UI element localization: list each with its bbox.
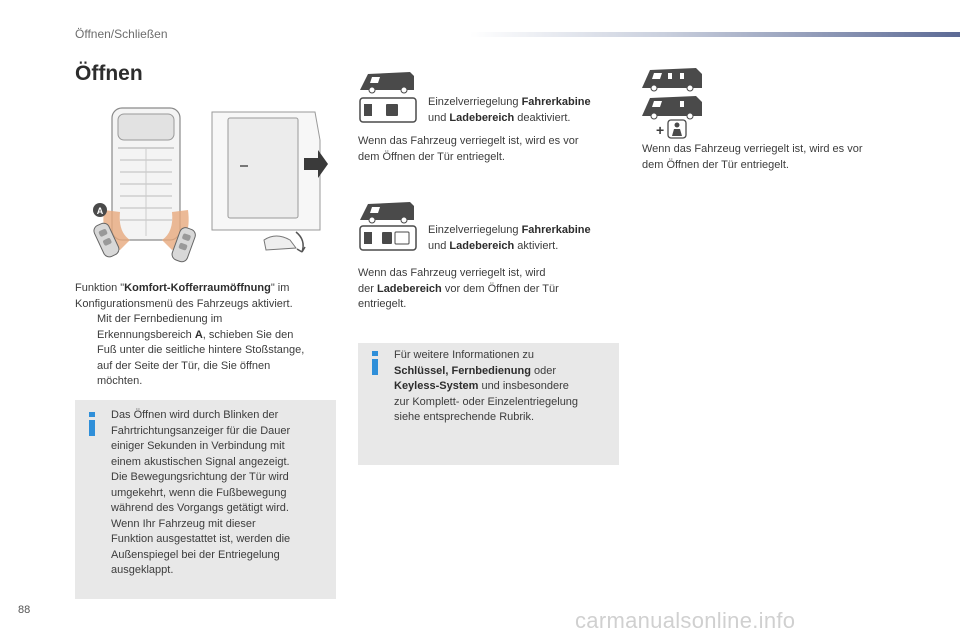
plus-sign: + xyxy=(656,122,665,138)
case1-label xyxy=(428,95,623,126)
info-line: einiger Sekunden in Verbindung mit xyxy=(111,440,285,452)
case2-desc-line-2 xyxy=(358,282,623,298)
info-line: Fahrtrichtungsanzeiger für die Dauer xyxy=(111,424,291,437)
info-line-3 xyxy=(394,379,614,395)
case2-desc-l2-bold: Ladebereich xyxy=(376,282,442,295)
case2-desc-l2-suffix: vor dem Öffnen der Tür xyxy=(441,282,559,295)
page-number: 88 xyxy=(18,604,31,616)
info-l2-suffix: oder xyxy=(530,364,556,377)
info-line: umgekehrt, wenn die Fußbewegung xyxy=(111,486,287,499)
instruction-bullet xyxy=(75,312,362,390)
info-line: einem akustischen Signal angezeigt. xyxy=(111,455,290,468)
page-title: Öffnen xyxy=(75,62,143,85)
info-line: Die Bewegungsrichtung der Tür wird xyxy=(111,471,289,483)
van-silhouette-icon-2 xyxy=(642,96,702,116)
bullet-line-5: möchten. xyxy=(97,375,143,387)
info-line: während des Vorgangs getätigt wird. xyxy=(111,502,289,514)
bullet-line-2-suffix: , schieben Sie den xyxy=(202,328,294,341)
zone-label-a: A xyxy=(96,206,104,216)
info-line-2 xyxy=(394,364,614,380)
info-box-middle-text xyxy=(394,348,614,426)
case2-l1-prefix: Einzelverriegelung xyxy=(428,224,522,236)
bullet-line-3: Fuß unter die seitliche hintere Stoßstange, xyxy=(97,344,305,356)
info-line-5: siehe entsprechende Rubrik. xyxy=(394,411,535,423)
info-line-4: zur Komplett- oder Einzelentriegelung xyxy=(394,395,579,408)
watermark: carmanualsonline.info xyxy=(575,608,796,633)
info-line: Wenn Ihr Fahrzeug mit dieser xyxy=(111,517,256,530)
case2-label xyxy=(428,223,623,254)
info-line: ausgeklappt. xyxy=(111,564,174,576)
case1-l1-bold: Fahrerkabine xyxy=(521,96,591,108)
case2-l2-suffix: aktiviert. xyxy=(514,239,559,252)
info-line: Das Öffnen wird durch Blinken der xyxy=(111,409,279,421)
section-header: Öffnen/Schließen xyxy=(75,27,168,41)
right-icons xyxy=(640,64,706,140)
case1-icons xyxy=(358,66,418,124)
intro-suffix: " im Konfigurationsmenü des Fahrzeugs aktiviert. xyxy=(75,282,293,310)
bullet-line-1: Mit der Fernbedienung im xyxy=(97,313,223,325)
right-desc-line-2: dem Öffnen der Tür entriegelt. xyxy=(642,158,789,171)
right-desc-line-1: Wenn das Fahrzeug verriegelt ist, wird es vor xyxy=(642,143,863,155)
case2-desc-line-1: Wenn das Fahrzeug verriegelt ist, wird xyxy=(358,267,546,279)
case1-l2-prefix: und xyxy=(428,111,450,124)
info-line-1: Für weitere Informationen zu xyxy=(394,349,535,361)
info-line: Außenspiegel bei der Entriegelung xyxy=(111,548,280,561)
header-bar xyxy=(470,32,960,37)
case1-desc-line-2: dem Öffnen der Tür entriegelt. xyxy=(358,150,505,163)
case1-description xyxy=(358,134,623,165)
lock-icon xyxy=(382,232,392,244)
info-l3-bold: Keyless-System xyxy=(394,380,479,392)
intro-prefix: Funktion " xyxy=(75,282,125,294)
intro-paragraph xyxy=(75,281,340,312)
right-description xyxy=(642,142,912,173)
case2-icons xyxy=(358,196,418,254)
case2-description xyxy=(358,266,623,313)
info-l3-suffix: und insbesondere xyxy=(478,380,569,392)
case1-l1-prefix: Einzelverriegelung xyxy=(428,96,522,108)
info-l2-bold: Schlüssel, Fernbedienung xyxy=(394,364,531,377)
case2-desc-l2-prefix: der xyxy=(358,282,377,295)
case2-l1-bold: Fahrerkabine xyxy=(521,224,591,236)
case1-desc-line-1: Wenn das Fahrzeug verriegelt ist, wird es vor xyxy=(358,135,579,147)
info-line: Funktion ausgestattet ist, werden die xyxy=(111,533,291,545)
case1-label-line-2 xyxy=(428,111,623,127)
case1-l2-bold: Ladebereich xyxy=(449,111,515,124)
bullet-line-2-bold: A xyxy=(194,328,203,341)
case2-desc-line-3: entriegelt. xyxy=(358,298,407,310)
van-illustration xyxy=(90,100,330,270)
case1-label-line-1 xyxy=(428,95,623,111)
bullet-line-2 xyxy=(97,328,362,344)
case2-l2-prefix: und xyxy=(428,239,450,252)
case2-label-line-1 xyxy=(428,223,623,239)
bullet-line-2-prefix: Erkennungsbereich xyxy=(97,328,195,341)
intro-feature-name: Komfort-Kofferraumöffnung xyxy=(124,282,271,294)
bullet-line-4: auf der Seite der Tür, die Sie öffnen xyxy=(97,359,271,372)
case2-l2-bold: Ladebereich xyxy=(449,239,515,252)
van-top-view-drawing xyxy=(90,100,330,270)
case1-l2-suffix: deaktiviert. xyxy=(514,111,571,124)
cargo-lock-icon xyxy=(395,232,409,244)
case2-label-line-2 xyxy=(428,239,623,255)
info-box-left-text xyxy=(111,408,331,579)
info-box-left xyxy=(75,400,336,599)
lock-open-icon xyxy=(386,104,398,116)
info-box-middle xyxy=(358,343,619,465)
